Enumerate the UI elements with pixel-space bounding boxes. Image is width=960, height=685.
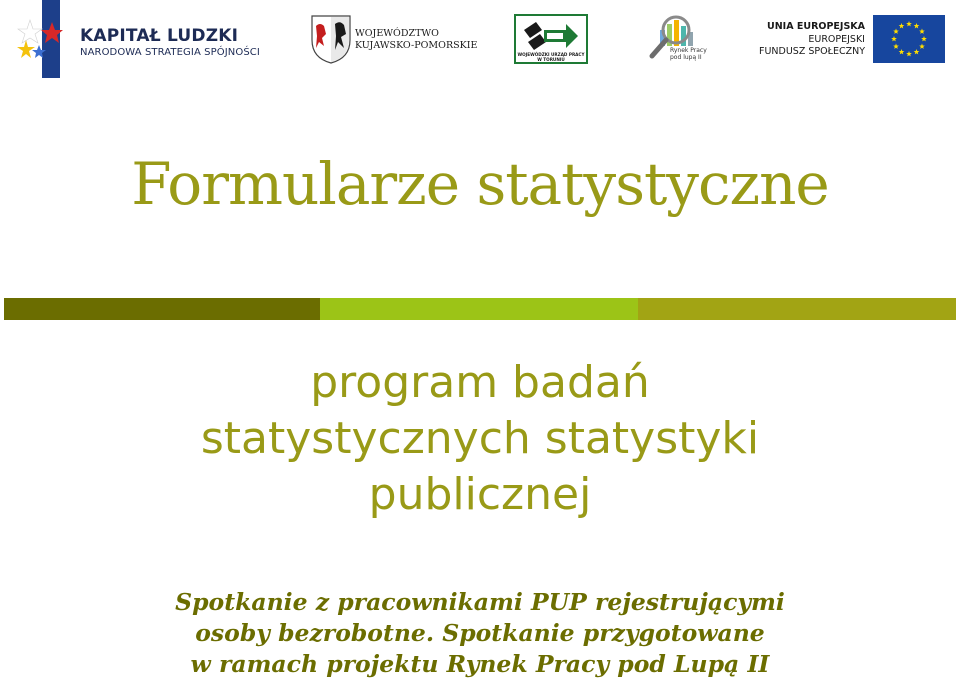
page-title: Formularze statystyczne [131,150,829,218]
divider-bar [4,298,956,320]
kapital-ludzki-title: KAPITAŁ LUDZKI [80,26,239,46]
subtitle-line2: statystycznych statystyki [200,413,760,464]
divider-segment-dark [4,298,320,320]
star-icon [12,0,64,80]
eu-star-icon [906,51,912,56]
kapital-ludzki-logo [12,0,260,80]
wup-line2: W TORUNIU [537,57,565,62]
arrow-right-icon [522,20,580,52]
eu-star-icon [914,23,920,28]
eu-star-icon [899,49,905,54]
wup-line1: WOJEWÓDZKI URZĄD PRACY [517,52,585,57]
description [0,587,960,680]
divider-segment-mid [638,298,956,320]
subtitle-line3: publicznej [368,469,592,520]
description-line2: osoby bezrobotne. Spotkanie przygotowane [195,619,765,647]
eu-star-icon [921,36,927,41]
wup-torun-logo [514,14,588,64]
eu-star-icon [893,29,899,34]
ue-line3: FUNDUSZ SPOŁECZNY [759,46,865,57]
kapital-ludzki-subtitle: NARODOWA STRATEGIA SPÓJNOŚCI [80,47,260,58]
wojewodztwo-line1: WOJEWÓDZTWO [355,28,439,39]
rynek-pracy-line1: Rynek Pracy [670,47,707,54]
ue-line2: EUROPEJSKI [808,34,865,45]
unia-europejska-logo [740,15,945,65]
description-line1: Spotkanie z pracownikami PUP rejestrującymi [175,588,785,616]
wojewodztwo-logo [310,14,478,64]
eu-star-icon [906,21,912,26]
description-line3: w ramach projektu Rynek Pracy pod Lupą II [190,650,770,678]
divider-segment-light [320,298,638,320]
eu-star-icon [893,44,899,49]
eu-flag-icon [873,15,945,63]
eu-star-icon [914,49,920,54]
rynek-pracy-logo [648,12,708,66]
ue-line1: UNIA EUROPEJSKA [767,21,865,32]
eu-star-icon [899,23,905,28]
coat-of-arms-icon [310,14,352,64]
eu-star-icon [919,29,925,34]
logo-bar [0,0,960,85]
eu-star-icon [919,44,925,49]
subtitle [0,355,960,523]
rynek-pracy-line2: pod lupą II [670,54,702,61]
eu-star-icon [891,36,897,41]
subtitle-line1: program badań [310,357,650,408]
wojewodztwo-line2: KUJAWSKO-POMORSKIE [355,40,478,51]
